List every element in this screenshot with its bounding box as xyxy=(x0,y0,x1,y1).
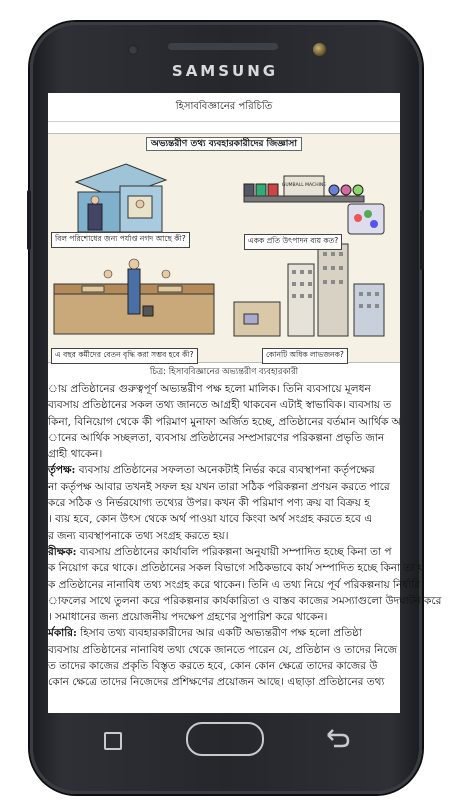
screen[interactable] xyxy=(48,93,442,713)
machine-label: GUMBALL MACHINE xyxy=(281,183,327,188)
paragraph-owner: ায় প্রতিষ্ঠানের গুরুত্বপূর্ণ অভ্যন্তরীণ পক্ষ হলো মালিক। তিনি ব্যবসায়ে মূলধন ব্যবসায় প্রতিষ্ঠানের সকল তথ্য জানতে আগ্রহী থাকবেন এটাই স্বাভাবিক। ব্যবসায় ত কিনা, বিনিয়োগ থেকে কী পরিমাণ মুনাফা অর্জিত হচ্ছে, প্রতিষ্ঠানের বর্তমান আর্থিক অ ানের আর্থিক সচ্ছলতা, ব্যবসায় প্রতিষ্ঠানের সম্প্রসারণের পরিকল্পনা প্রভৃতি জান গ্রাহী থাকেন। xyxy=(48,383,401,461)
front-camera-icon xyxy=(313,43,326,56)
illustration xyxy=(48,133,400,363)
illustration-drawing xyxy=(48,134,400,362)
heading-management: র্তৃপক্ষ: xyxy=(48,464,76,477)
figure-caption: চিত্র: হিসাববিজ্ঞানের অভ্যন্তরীণ ব্যবহারকারী xyxy=(149,367,299,377)
figure-question-salary: এ বছর কর্মীদের বেতন বৃদ্ধি করা সম্ভব হবে কী? xyxy=(51,348,198,364)
earpiece-speaker xyxy=(168,43,278,50)
page-title: হিসাববিজ্ঞানের পরিচিতি xyxy=(48,93,400,122)
home-button[interactable] xyxy=(186,722,264,756)
sensor-dot xyxy=(128,45,138,55)
office-desk-icon xyxy=(54,259,214,334)
figure-question-unit-cost: একক প্রতি উৎপাদন ব্যয় কত? xyxy=(244,234,342,250)
paragraph-auditor: রীক্ষক: ব্যবসায় প্রতিষ্ঠানের কার্যাবলি পরিকল্পনা অনুযায়ী সম্পাদিত হচ্ছে কিনা তা প ক নিয়োগ করে থাকে। প্রতিষ্ঠানের সকল বিভাগে সঠিকভাবে কার্য সম্পাদিত হচ্ছে কিনা তা য ক প্রতিষ্ঠানের নানাবিধ তথ্য সংগ্রহ করে থাকেন। তিনি এ তথ্য নিয়ে পূর্ব পরিকল্পনায় নির্ধারি াফলের সাথে তুলনা করে পরিকল্পনার কার্যকারিতা ও বাস্তব কাজের সমস্যাগুলো উদঘাটন করে । সমাধানের জন্য প্রয়োজনীয় পদক্ষেপ গ্রহণের সুপারিশ করে থাকেন। xyxy=(48,545,442,624)
figure-question-cash: বিল পরিশোধের জন্য পর্যাপ্ত নগদ আছে কী? xyxy=(51,232,190,248)
recent-apps-icon[interactable] xyxy=(104,732,122,750)
figure-question-profitable: কোনটি অধিক লাভজনক? xyxy=(262,348,348,364)
power-button xyxy=(420,210,424,270)
kiosk-booth-icon xyxy=(76,164,166,232)
production-line-icon xyxy=(244,176,384,234)
device-brand: SAMSUNG xyxy=(171,62,279,80)
back-icon[interactable] xyxy=(324,729,352,749)
volume-button xyxy=(27,190,31,250)
paragraph-management: র্তৃপক্ষ: ব্যবসায় প্রতিষ্ঠানের সফলতা অনেকটাই নির্ভর করে ব্যবস্থাপনা কর্তৃপক্ষের না কর্তৃপক্ষ আবার তখনই সফল হয় যখন তারা সঠিক পরিকল্পনা প্রণয়ন করতে পারে করে সঠিক ও নির্ভরযোগ্য তথ্যের উপর। কখন কী পরিমাণ পণ্য ক্রয় বা বিক্রয় হ । ব্যয় হবে, কোন উৎস থেকে অর্থ পাওয়া যাবে কিংবা অর্থ সংগ্রহ করতে হবে এ র জন্য ব্যবস্থাপনাকে তথ্য সংগ্রহ করতে হয়। xyxy=(48,464,390,542)
heading-employees: র্মকারি: xyxy=(48,627,77,640)
heading-auditor: রীক্ষক: xyxy=(48,545,77,558)
hardware-nav-bar xyxy=(48,713,400,773)
city-buildings-icon xyxy=(234,244,384,336)
figure-title: অভ্যন্তরীণ তথ্য ব্যবহারকারীদের জিজ্ঞাসা xyxy=(48,136,400,151)
article-body xyxy=(48,381,442,713)
paragraph-employees: র্মকারি: হিসাব তথ্য ব্যবহারকারীদের আর একটি অভ্যন্তরীণ পক্ষ হলো প্রতিষ্ঠা ব্যবসায় প্রতিষ্ঠানের নানাবিধ তথ্য থেকে জানতে পারেন যে, প্রতিষ্ঠান ও তাদের নিজে ত তাদের কাজের প্রকৃতি বিস্তৃত করতে হবে, কোন কোন ক্ষেত্রে তাদের কাজের উ কোন ক্ষেত্রে তাদের নিজেদের প্রশিক্ষণের প্রয়োজন আছে। এছাড়া প্রতিষ্ঠানের তথ্য xyxy=(48,627,397,689)
